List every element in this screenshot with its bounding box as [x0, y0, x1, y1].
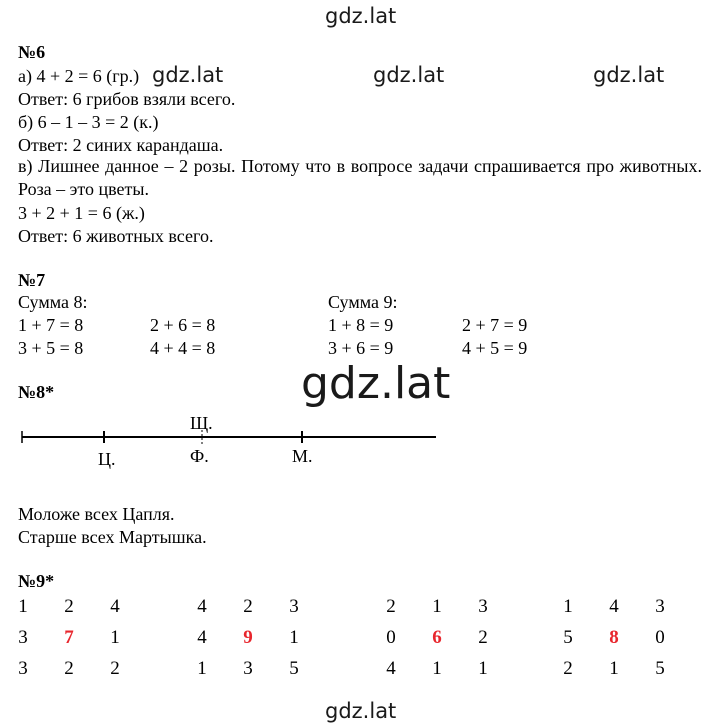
task6-line-v: в) Лишнее данное – 2 розы. Потому что в вопросе задачи спрашивается про животных. Роза – это цветы.: [18, 156, 702, 199]
watermark: gdz.lat: [593, 63, 665, 87]
task9-number: 3: [243, 658, 253, 679]
sum8-expr: 2 + 6 = 8: [150, 315, 216, 335]
task9-number: 0: [655, 627, 665, 648]
task9-number: 4: [197, 627, 207, 648]
task9-number: 3: [18, 658, 28, 679]
task9-number: 4: [609, 596, 619, 617]
task9-center-number: 7: [64, 627, 74, 648]
sum8-label: Сумма 8:: [18, 292, 88, 312]
task9-number: 2: [64, 658, 74, 679]
task9-number: 5: [289, 658, 299, 679]
sum8-expr: 1 + 7 = 8: [18, 315, 84, 335]
task6-heading: №6: [18, 42, 46, 62]
task9-number: 2: [110, 658, 120, 679]
task9-number: 1: [478, 658, 488, 679]
sum9-expr: 3 + 6 = 9: [328, 338, 394, 358]
label-shch: Щ.: [190, 413, 213, 433]
label-f: Ф.: [190, 446, 209, 466]
task9-number: 2: [563, 658, 573, 679]
task9-number: 3: [478, 596, 488, 617]
task6-answer-b: Ответ: 2 синих карандаша.: [18, 135, 224, 155]
watermark-large: gdz.lat: [301, 358, 451, 409]
task9-heading: №9*: [18, 571, 55, 591]
watermark-top: gdz.lat: [325, 4, 397, 28]
task9-number: 2: [478, 627, 488, 648]
task9-number: 5: [563, 627, 573, 648]
task9-number: 1: [197, 658, 207, 679]
watermark-bottom: gdz.lat: [325, 699, 397, 723]
task9-number: 1: [289, 627, 299, 648]
task9-center-number: 9: [243, 627, 253, 648]
task9-number: 1: [110, 627, 120, 648]
task9-number: 3: [18, 627, 28, 648]
task9-center-number: 8: [609, 627, 619, 648]
task9-number: 2: [243, 596, 253, 617]
task9-center-number: 6: [432, 627, 442, 648]
watermark: gdz.lat: [152, 63, 224, 87]
task9-number: 3: [289, 596, 299, 617]
task9-number: 2: [386, 596, 396, 617]
label-m: М.: [292, 446, 313, 466]
task9-number: 1: [432, 658, 442, 679]
task6-line-b: б) 6 – 1 – 3 = 2 (к.): [18, 112, 159, 132]
task9-number: 4: [197, 596, 207, 617]
task9-number: 1: [609, 658, 619, 679]
sum9-label: Сумма 9:: [328, 292, 398, 312]
sum9-expr: 1 + 8 = 9: [328, 315, 394, 335]
task9-number: 5: [655, 658, 665, 679]
sum8-expr: 3 + 5 = 8: [18, 338, 84, 358]
task6-line-expr: 3 + 2 + 1 = 6 (ж.): [18, 203, 145, 223]
sum9-expr: 2 + 7 = 9: [462, 315, 528, 335]
task6-answer-a: Ответ: 6 грибов взяли всего.: [18, 89, 236, 109]
task8-answer-2: Старше всех Мартышка.: [18, 527, 207, 547]
label-ts: Ц.: [98, 449, 116, 469]
task8-heading: №8*: [18, 382, 55, 402]
sum9-expr: 4 + 5 = 9: [462, 338, 528, 358]
task9-number: 3: [655, 596, 665, 617]
task6-line-a: а) 4 + 2 = 6 (гр.): [18, 66, 140, 86]
task6-answer-v: Ответ: 6 животных всего.: [18, 226, 214, 246]
task9-number: 1: [432, 596, 442, 617]
task9-number: 4: [110, 596, 120, 617]
task9-number: 0: [386, 627, 396, 648]
task9-number: 4: [386, 658, 396, 679]
sum8-expr: 4 + 4 = 8: [150, 338, 216, 358]
task7-heading: №7: [18, 270, 46, 290]
task9-number: 1: [18, 596, 28, 617]
watermark: gdz.lat: [373, 63, 445, 87]
task9-number: 1: [563, 596, 573, 617]
task9-number: 2: [64, 596, 74, 617]
task8-answer-1: Моложе всех Цапля.: [18, 504, 175, 524]
